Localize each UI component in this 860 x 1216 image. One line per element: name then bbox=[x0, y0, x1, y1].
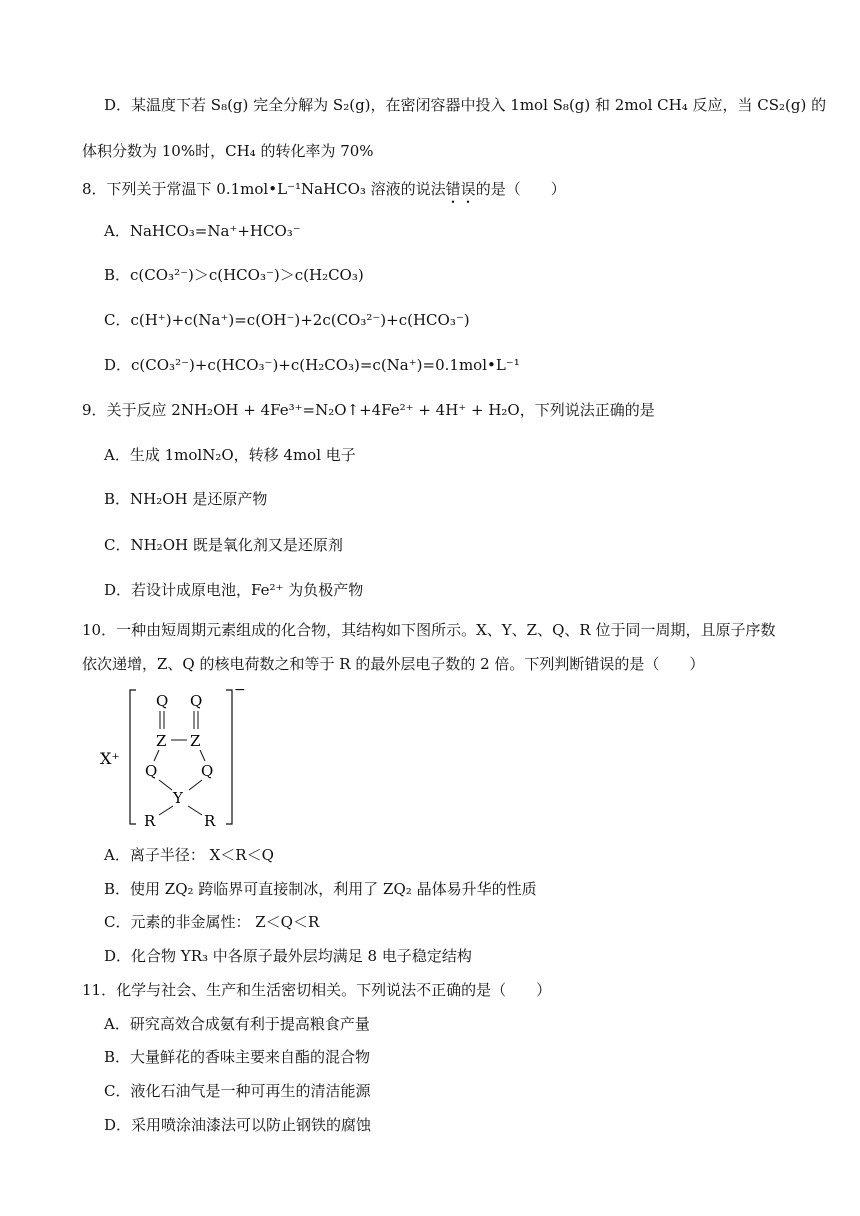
q9-option-b: B．NH₂OH 是还原产物 bbox=[104, 490, 268, 508]
q9-option-c: C．NH₂OH 既是氧化剂又是还原剂 bbox=[104, 536, 343, 554]
structure-diagram bbox=[96, 684, 256, 834]
q7-option-d-line2: 体积分数为 10%时，CH₄ 的转化率为 70% bbox=[82, 142, 374, 160]
q9-option-d: D．若设计成原电池，Fe²⁺ 为负极产物 bbox=[104, 581, 364, 599]
q9-option-a: A．生成 1molN₂O，转移 4mol 电子 bbox=[104, 446, 356, 464]
q7-option-d-line1: D．某温度下若 S₈(g) 完全分解为 S₂(g)，在密闭容器中投入 1mol S₈(g) 和 2mol CH₄ 反应，当 CS₂(g) 的 bbox=[104, 96, 827, 114]
q8-stem: 8．下列关于常温下 0.1mol•L⁻¹NaHCO₃ 溶液的说法错误的是（ ） bbox=[82, 180, 566, 198]
charge-label: − bbox=[234, 684, 246, 698]
q8-option-c: C．c(H⁺)+c(Na⁺)=c(OH⁻)+2c(CO₃²⁻)+c(HCO₃⁻) bbox=[104, 311, 470, 329]
q9-stem: 9．关于反应 2NH₂OH + 4Fe³⁺=N₂O↑+4Fe²⁺ + 4H⁺ + H₂O，下列说法正确的是 bbox=[82, 401, 655, 419]
atom-z-left: Z bbox=[156, 732, 167, 750]
q10-option-b: B．使用 ZQ₂ 跨临界可直接制冰，利用了 ZQ₂ 晶体易升华的性质 bbox=[104, 880, 537, 898]
atom-q-top-right: Q bbox=[190, 692, 203, 710]
atom-q-mid-right: Q bbox=[201, 762, 214, 780]
cation-label: X⁺ bbox=[100, 749, 120, 768]
atom-r-left: R bbox=[144, 812, 156, 830]
q8-option-d: D．c(CO₃²⁻)+c(HCO₃⁻)+c(H₂CO₃)=c(Na⁺)=0.1mol•L⁻¹ bbox=[104, 356, 520, 374]
q10-stem-line1: 10．一种由短周期元素组成的化合物，其结构如下图所示。X、Y、Z、Q、R 位于同一周期，且原子序数 bbox=[82, 621, 776, 639]
q8-option-a: A．NaHCO₃=Na⁺+HCO₃⁻ bbox=[104, 222, 301, 240]
atom-z-right: Z bbox=[190, 732, 201, 750]
atom-y: Y bbox=[173, 789, 183, 807]
q10-option-a: A．离子半径： X＜R＜Q bbox=[104, 846, 274, 864]
q10-option-d: D．化合物 YR₃ 中各原子最外层均满足 8 电子稳定结构 bbox=[104, 947, 472, 965]
q11-stem: 11．化学与社会、生产和生活密切相关。下列说法不正确的是（ ） bbox=[82, 981, 552, 999]
q10-option-c: C．元素的非金属性： Z＜Q＜R bbox=[104, 913, 320, 931]
q11-option-a: A．研究高效合成氨有利于提高粮食产量 bbox=[104, 1015, 370, 1033]
atom-q-top-left: Q bbox=[156, 692, 169, 710]
q10-stem-line2: 依次递增，Z、Q 的核电荷数之和等于 R 的最外层电子数的 2 倍。下列判断错误的是（ ） bbox=[82, 655, 705, 673]
atom-r-right: R bbox=[204, 812, 216, 830]
q11-option-d: D．采用喷涂油漆法可以防止钢铁的腐蚀 bbox=[104, 1116, 372, 1134]
q11-option-b: B．大量鲜花的香味主要来自酯的混合物 bbox=[104, 1048, 371, 1066]
atom-q-mid-left: Q bbox=[145, 762, 158, 780]
q11-option-c: C．液化石油气是一种可再生的清洁能源 bbox=[104, 1082, 371, 1100]
q8-option-b: B．c(CO₃²⁻)＞c(HCO₃⁻)＞c(H₂CO₃) bbox=[104, 266, 364, 284]
